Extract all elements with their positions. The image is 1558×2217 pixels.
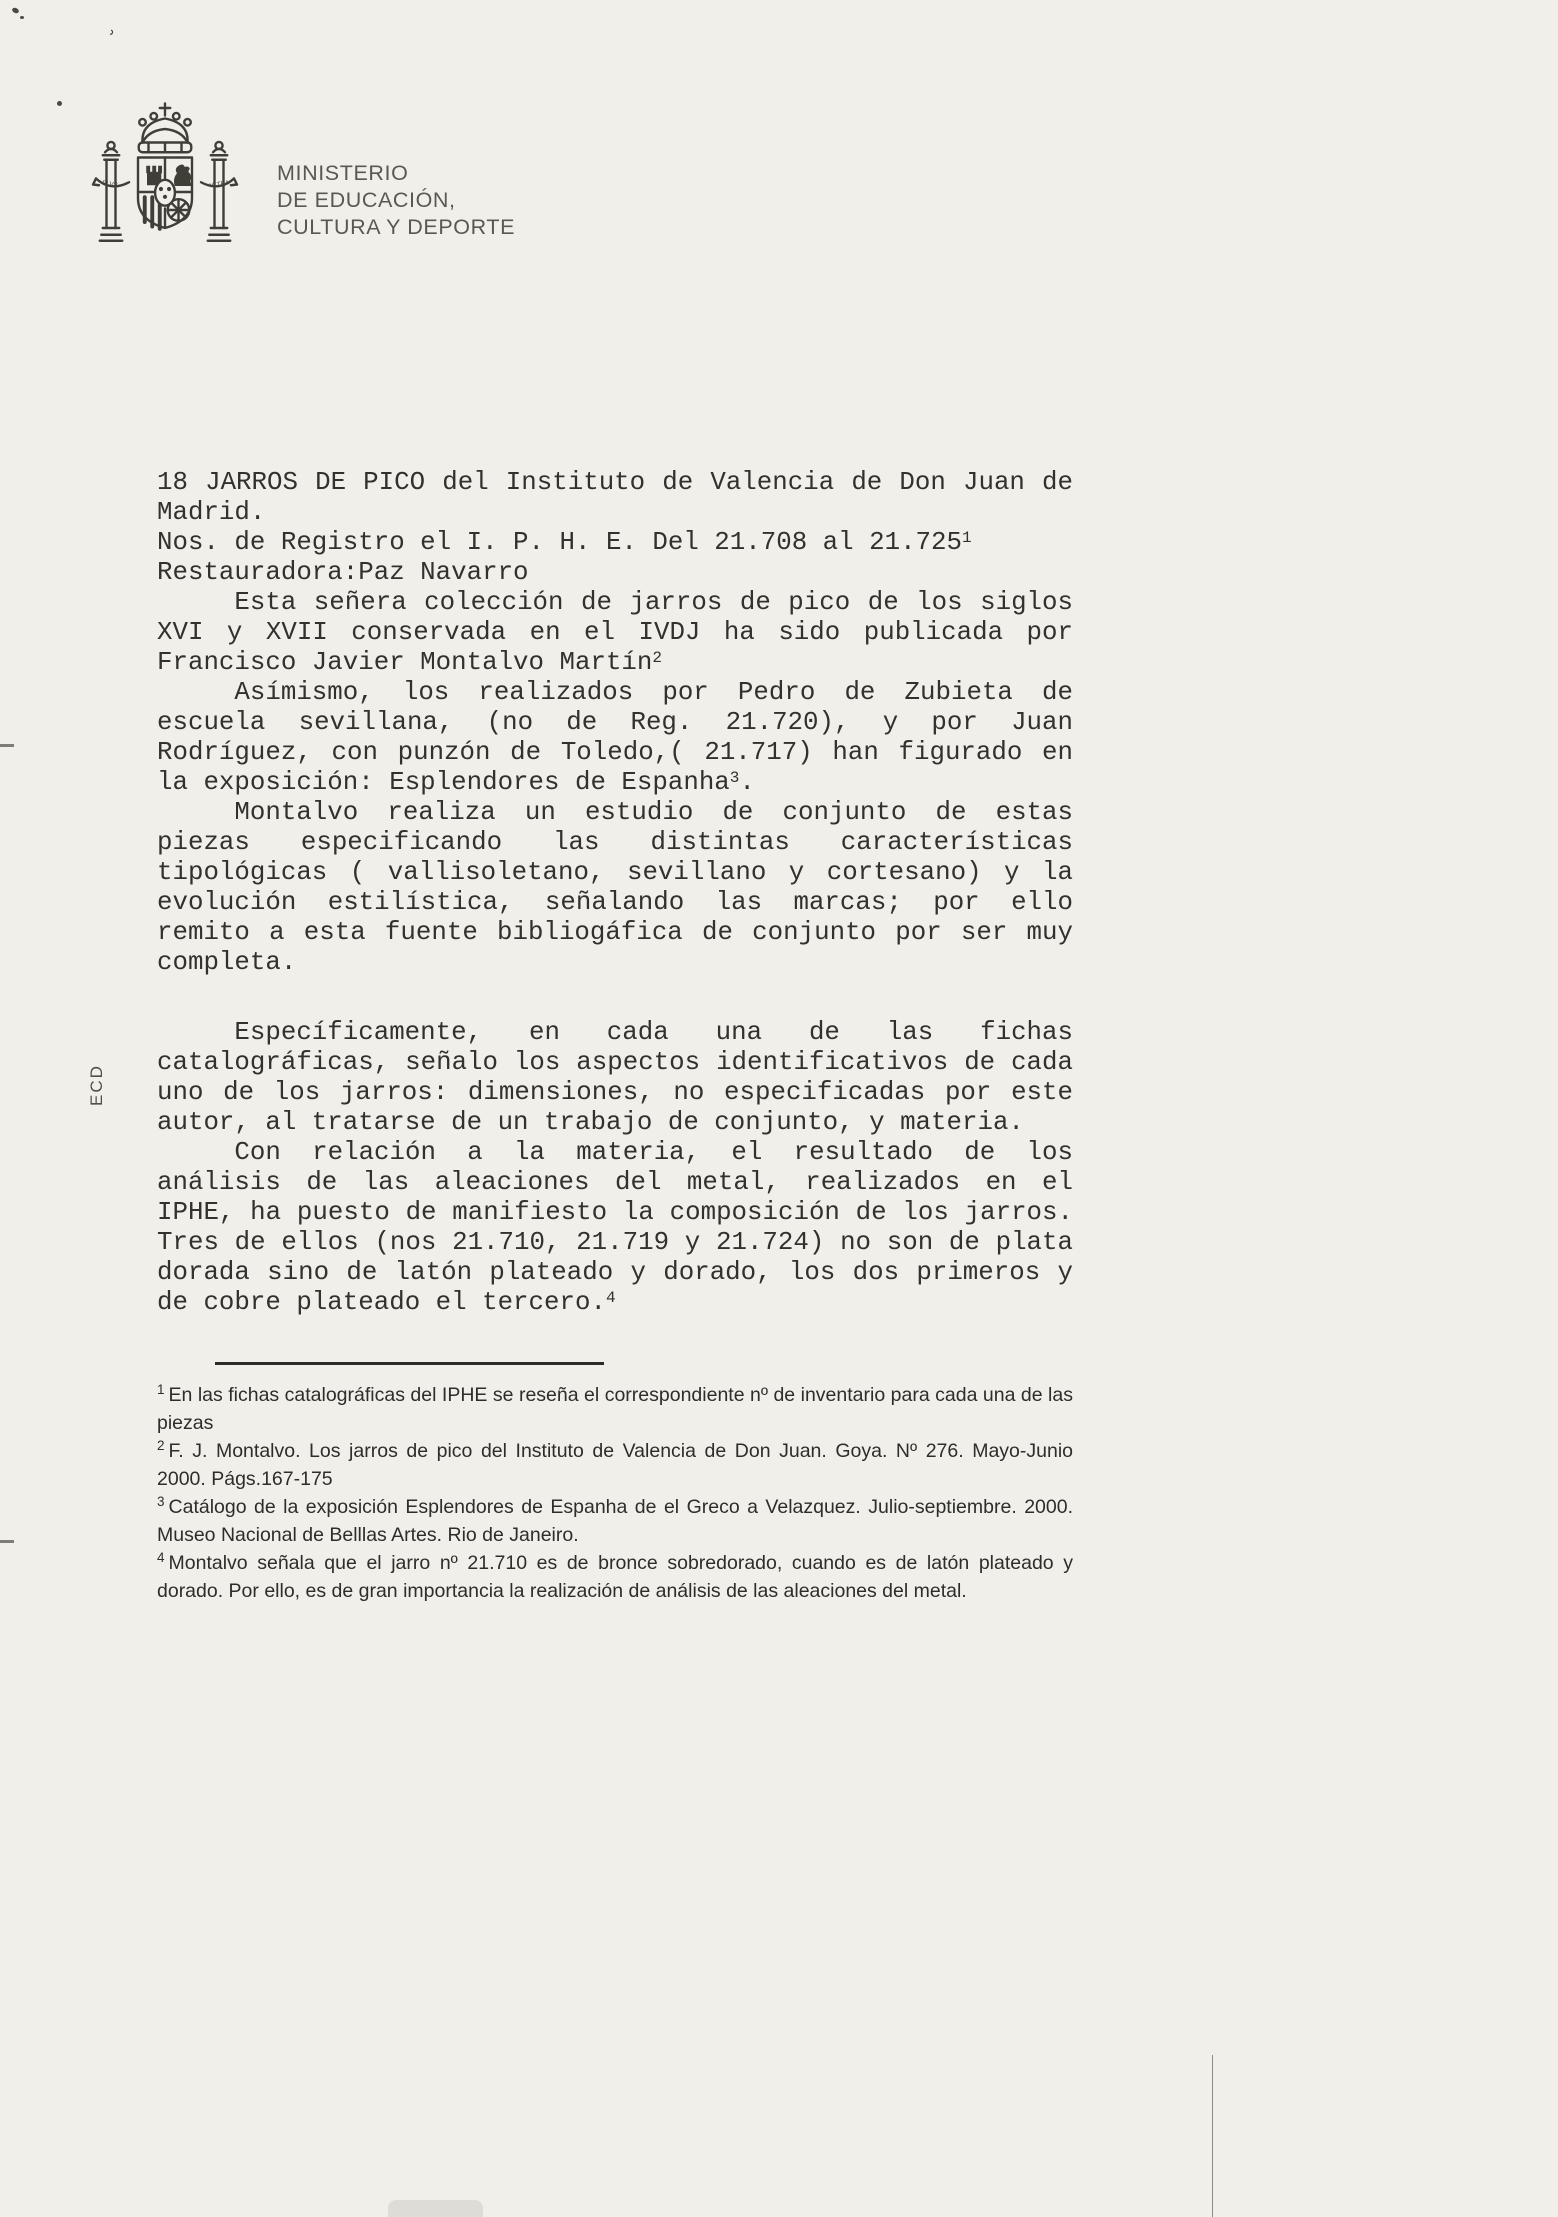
footnote-reference-2: 2 [652, 649, 662, 667]
ministry-name-line-1: MINISTERIO [277, 161, 409, 185]
footnote-number: 4 [157, 1550, 165, 1565]
footnote-reference-4: 4 [605, 1289, 616, 1307]
paragraph-text: Montalvo realiza un estudio de conjunto de estas piezas especificando las distintas características tipológicas ( vallisoletano, sevillano y cortesano) y la evolución estilística, señalando las marcas; por ello remito a esta fuente bibliogáfica de conjunto por ser muy completa. [157, 798, 1073, 977]
footnote-text: Montalvo señala que el jarro nº 21.710 es de bronce sobredorado, cuando es de latón plateado y dorado. Por ello, es de gran importancia la realización de análisis de las aleaciones del metal. [157, 1552, 1073, 1602]
scan-edge-mark [0, 744, 14, 747]
scan-edge-mark [0, 1540, 14, 1543]
document-body [157, 468, 1073, 1605]
footnotes-block [157, 1381, 1073, 1605]
footnote-2 [157, 1437, 1073, 1493]
ministry-name [277, 160, 515, 241]
scan-crease-line [1212, 2055, 1213, 2217]
scan-speck [11, 7, 19, 14]
footnote-text: Catálogo de la exposición Esplendores de Espanha de el Greco a Velazquez. Julio-septiembre. 2000. Museo Nacional de Belllas Artes. Rio de Janeiro. [157, 1496, 1073, 1546]
spain-coat-of-arms-logo [75, 98, 255, 283]
footnote-number: 1 [157, 1382, 165, 1397]
ministry-name-line-3: CULTURA Y DEPORTE [277, 215, 516, 239]
footnote-number: 2 [157, 1438, 165, 1453]
ministry-name-line-2: DE EDUCACIÓN, [277, 188, 456, 212]
paragraph-tail: . [739, 768, 755, 797]
footnote-reference-1: 1 [962, 529, 972, 547]
footnote-1 [157, 1381, 1073, 1437]
body-paragraph-1 [157, 588, 1073, 678]
restorer-line: Restauradora:Paz Navarro [157, 558, 529, 587]
column-motto-right: VLTRA [209, 179, 230, 190]
margin-stamp-ecd: ECD [87, 1064, 106, 1106]
body-paragraph-2 [157, 678, 1073, 798]
scan-mark: ʾ [105, 25, 117, 51]
paragraph-text: Esta señera colección de jarros de pico de los siglos XVI y XVII conservada en el IVDJ ha sido publicada por Francisco Javier Montalvo Martín [157, 588, 1073, 677]
footnote-text: En las fichas catalográficas del IPHE se reseña el correspondiente nº de inventario para cada una de las piezas [157, 1384, 1073, 1434]
coat-of-arms-graphic [75, 98, 255, 283]
scan-speck [57, 101, 62, 106]
registry-line [157, 528, 1073, 558]
footnote-text: F. J. Montalvo. Los jarros de pico del Instituto de Valencia de Don Juan. Goya. Nº 276. Mayo-Junio 2000. Págs.167-175 [157, 1440, 1073, 1490]
paragraph-text: Con relación a la materia, el resultado de los análisis de las aleaciones del metal, realizados en el IPHE, ha puesto de manifiesto la composición de los jarros. Tres de ellos (nos 21.710, 21.719 y 21.724) no son de plata dorada sino de latón plateado y dorado, los dos primeros y de cobre plateado el tercero. [157, 1138, 1073, 1317]
footnote-number: 3 [157, 1494, 165, 1509]
paragraph-text: Asímismo, los realizados por Pedro de Zubieta de escuela sevillana, (no de Reg. 21.720), y por Juan Rodríguez, con punzón de Toledo,( 21.717) han figurado en la exposición: Esplendores de Espanha [157, 678, 1073, 797]
scan-speck [20, 16, 24, 19]
body-paragraph-3 [157, 798, 1073, 978]
paragraph-text: Específicamente, en cada una de las fichas catalográficas, señalo los aspectos identificativos de cada uno de los jarros: dimensiones, no especificadas por este autor, al tratarse de un trabajo de conjunto, y materia. [157, 1018, 1073, 1137]
document-title: 18 JARROS DE PICO del Instituto de Valencia de Don Juan de Madrid. [157, 468, 1073, 527]
footnote-3 [157, 1493, 1073, 1549]
scan-smudge [388, 2200, 483, 2217]
body-paragraph-4 [157, 1018, 1073, 1138]
footnote-reference-3: 3 [729, 769, 740, 787]
footnote-separator [215, 1362, 604, 1365]
body-paragraph-5 [157, 1138, 1073, 1318]
footnote-4 [157, 1549, 1073, 1605]
column-motto-left: PLVS [101, 179, 119, 189]
registry-text: Nos. de Registro el I. P. H. E. Del 21.708 al 21.725 [157, 528, 962, 557]
